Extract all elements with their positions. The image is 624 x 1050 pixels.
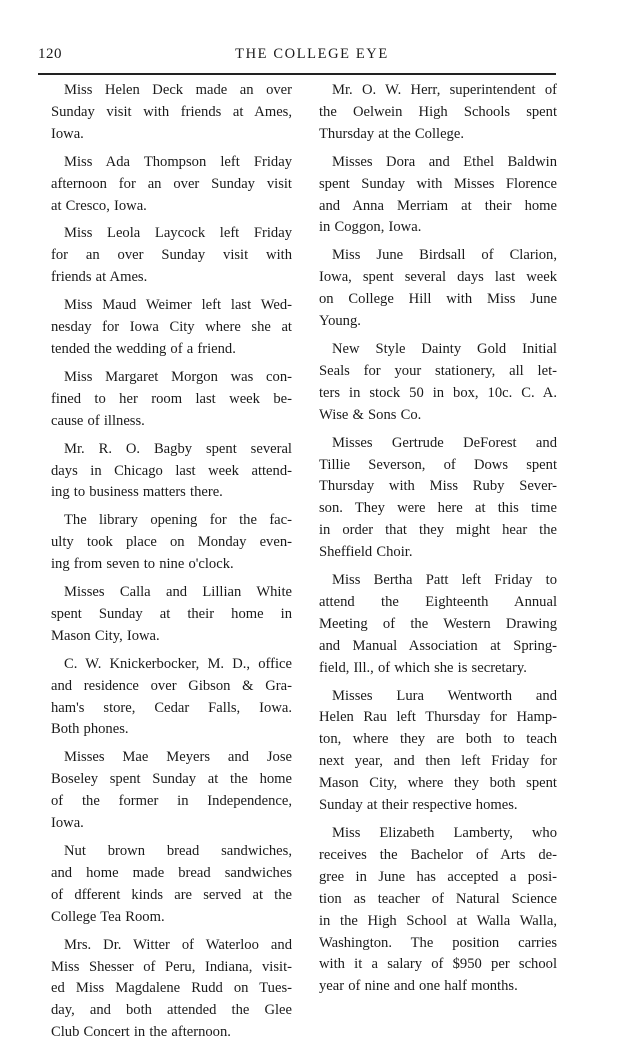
news-item [306, 686, 557, 817]
news-item [38, 654, 292, 742]
text-line: on College Hill with Miss June [319, 291, 557, 308]
text-line: Misses Lura Wentworth and [332, 687, 557, 704]
text-line: gree in June has accepted a posi- [319, 868, 557, 885]
text-line: receives the Bachelor of Arts de- [319, 846, 557, 863]
text-line: in Coggon, Iowa. [319, 219, 422, 236]
header-rule [38, 73, 556, 75]
news-item [306, 570, 557, 680]
text-line: for an over Sunday visit with [51, 247, 292, 264]
text-line: Seals for your stationery, all let- [319, 362, 557, 379]
text-line: C. W. Knickerbocker, M. D., office [64, 655, 292, 672]
text-line: spent Sunday at their home in [51, 605, 292, 622]
text-line: and Manual Association at Spring- [319, 637, 557, 654]
text-line: Thursday at the College. [319, 125, 464, 142]
text-line: attend the Eighteenth Annual [319, 593, 557, 610]
text-line: of dfferent kinds are served at the [51, 886, 292, 903]
text-line: fined to her room last week be- [51, 390, 292, 407]
text-line: ing from seven to nine o'clock. [51, 556, 234, 573]
text-line: Miss Elizabeth Lamberty, who [332, 825, 557, 841]
news-item [38, 935, 292, 1045]
text-line: Iowa. [51, 815, 84, 832]
text-line: Sheffield Choir. [319, 544, 413, 561]
text-line: tion as teacher of Natural Science [319, 890, 557, 907]
news-item [306, 245, 557, 333]
news-item [38, 80, 292, 146]
text-line: Misses Calla and Lillian White [64, 584, 292, 601]
text-line: of the former in Independence, [51, 793, 292, 810]
text-line: and home made bread sandwiches [51, 864, 292, 881]
text-line: Club Concert in the afternoon. [51, 1024, 231, 1041]
text-line: Both phones. [51, 721, 129, 738]
news-item [38, 510, 292, 576]
news-item [38, 582, 292, 648]
text-line: Thursday with Miss Ruby Sever- [319, 478, 557, 495]
page-header [38, 46, 556, 68]
text-line: Miss Leola Laycock left Friday [64, 225, 292, 242]
text-line: Sunday at their respective homes. [319, 797, 518, 814]
text-line: Boseley spent Sunday at the home [51, 771, 292, 788]
text-line: spent Sunday with Misses Florence [319, 175, 557, 192]
text-line: Mr. R. O. Bagby spent several [64, 440, 292, 457]
text-line: The library opening for the fac- [64, 512, 292, 529]
text-line: Mrs. Dr. Witter of Waterloo and [64, 936, 292, 953]
text-line: Tillie Severson, of Dows spent [319, 456, 557, 473]
text-line: Washington. The position carries [319, 934, 557, 951]
text-line: Miss June Birdsall of Clarion, [332, 247, 557, 264]
text-line: and residence over Gibson & Gra- [51, 677, 292, 694]
news-item [306, 339, 557, 427]
text-line: cause of illness. [51, 412, 145, 429]
text-line: with it a salary of $950 per school [319, 956, 557, 973]
text-line: Miss Maud Weimer left last Wed- [64, 297, 292, 314]
text-line: field, Ill., of which she is secretary. [319, 659, 527, 676]
text-line: Nut brown bread sandwiches, [64, 843, 292, 859]
text-line: ham's store, Cedar Falls, Iowa. [51, 699, 292, 716]
text-line: Miss Shesser of Peru, Indiana, visit- [51, 958, 292, 975]
text-line: Miss Margaret Morgon was con- [64, 368, 292, 385]
left-column [38, 80, 292, 1050]
page-number: 120 [38, 46, 62, 62]
text-line: tended the wedding of a friend. [51, 340, 236, 357]
text-line: Wise & Sons Co. [319, 406, 422, 423]
text-line: afternoon for an over Sunday visit [51, 175, 292, 192]
text-line: ing to business matters there. [51, 484, 223, 501]
news-item [38, 367, 292, 433]
text-line: ulty took place on Monday even- [51, 534, 292, 551]
news-item [38, 747, 292, 835]
text-line: days in Chicago last week attend- [51, 462, 292, 479]
text-line: ton, where they are both to teach [319, 731, 557, 748]
text-line: and Anna Merriam at their home [319, 197, 557, 214]
text-line: Mr. O. W. Herr, superintendent of [332, 82, 557, 98]
text-line: Mason City, where they both spent [319, 775, 557, 792]
text-line: Misses Dora and Ethel Baldwin [332, 153, 557, 170]
text-line: year of nine and one half months. [319, 978, 518, 995]
text-line: nesday for Iowa City where she at [51, 319, 292, 336]
news-item [306, 152, 557, 240]
text-line: Misses Gertrude DeForest and [332, 434, 557, 451]
running-title: THE COLLEGE EYE [235, 46, 389, 62]
text-line: Iowa. [51, 125, 84, 142]
news-item [306, 80, 557, 146]
text-line: ed Miss Magdalene Rudd on Tues- [51, 980, 292, 997]
text-line: day, and both attended the Glee [51, 1002, 292, 1019]
news-item [38, 841, 292, 929]
news-item [38, 439, 292, 505]
right-column [306, 80, 557, 1004]
text-line: Miss Helen Deck made an over [64, 82, 292, 98]
text-line: Helen Rau left Thursday for Hamp- [319, 709, 557, 726]
text-line: Iowa, spent several days last week [319, 269, 557, 286]
text-line: in order that they might hear the [319, 522, 557, 539]
text-line: Miss Ada Thompson left Friday [64, 153, 292, 170]
news-item [38, 223, 292, 289]
news-item [306, 823, 557, 998]
text-line: Miss Bertha Patt left Friday to [332, 572, 557, 589]
text-line: Sunday visit with friends at Ames, [51, 103, 292, 120]
text-line: College Tea Room. [51, 908, 165, 925]
text-line: the Oelwein High Schools spent [319, 103, 557, 120]
text-line: son. They were here at this time [319, 500, 557, 517]
text-line: in the High School at Walla Walla, [319, 912, 557, 929]
text-line: Meeting of the Western Drawing [319, 615, 557, 632]
news-item [38, 295, 292, 361]
text-line: Mason City, Iowa. [51, 627, 160, 644]
text-line: ters in stock 50 in box, 10c. C. A. [319, 384, 557, 401]
text-line: Misses Mae Meyers and Jose [64, 749, 292, 766]
news-item [306, 433, 557, 564]
text-line: New Style Dainty Gold Initial [332, 340, 557, 357]
news-item [38, 152, 292, 218]
text-line: Young. [319, 313, 361, 330]
text-line: friends at Ames. [51, 269, 148, 286]
text-line: next year, and then left Friday for [319, 753, 557, 770]
text-line: at Cresco, Iowa. [51, 197, 147, 214]
